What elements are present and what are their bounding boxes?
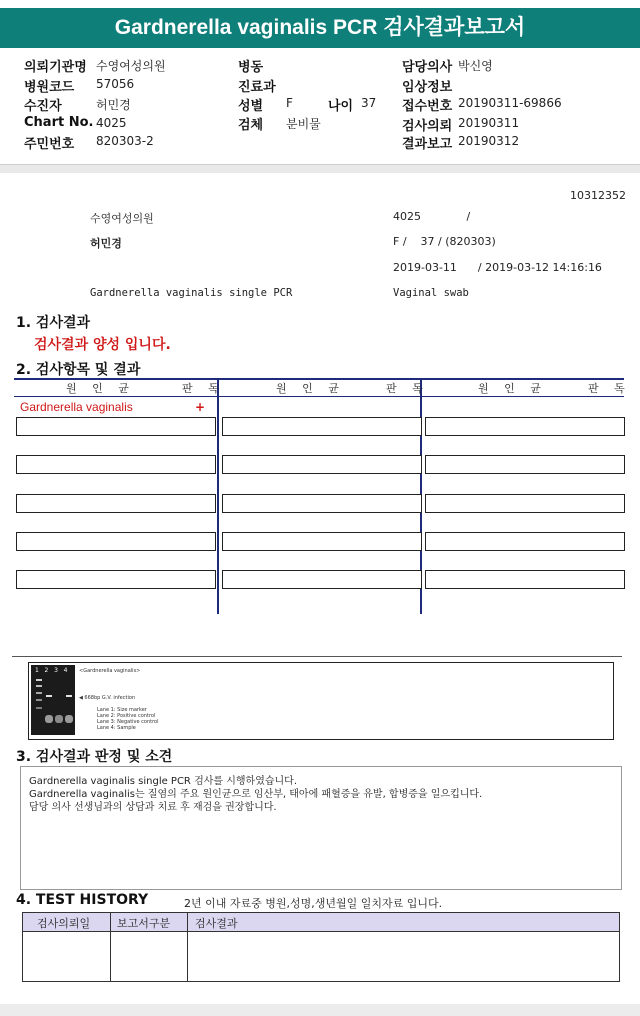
- section1-title: 1. 검사결과: [16, 315, 91, 331]
- result-cell: [425, 417, 625, 436]
- col-pathogen-header: 원 인 균: [66, 382, 135, 395]
- hospital-code-value: 57056: [96, 77, 135, 91]
- gel-caption: <Gardnerella vaginalis>: [79, 668, 141, 674]
- result-cell: [222, 570, 422, 589]
- result-cell: [425, 570, 625, 589]
- grid-divider: [217, 380, 219, 614]
- page-bottom-band: [0, 1004, 640, 1016]
- history-col-divider: [187, 913, 188, 981]
- meta-sample: Vaginal swab: [393, 287, 469, 299]
- hospital-code-label: 병원코드: [24, 80, 75, 95]
- col-judgement-header: 판 독: [386, 382, 429, 395]
- doctor-label: 담당의사: [402, 60, 453, 75]
- history-note: 2년 이내 자료중 병원,성명,생년월일 일치자료 입니다.: [184, 897, 443, 910]
- meta-sex-age: F / 37 / (820303): [393, 235, 496, 248]
- section2-title: 2. 검사항목 및 결과: [16, 362, 141, 378]
- result-cell: [16, 570, 216, 589]
- clinical-info-label: 임상정보: [402, 80, 453, 95]
- gel-image: [31, 665, 75, 735]
- col-judgement-header: 판 독: [182, 382, 225, 395]
- meta-test-name: Gardnerella vaginalis single PCR: [90, 287, 293, 299]
- gel-legend: Lane 3: Negative control: [97, 719, 159, 725]
- gel-legend: Lane 2: Positive control: [97, 713, 156, 719]
- result-cell: [222, 417, 422, 436]
- result-cell: [222, 455, 422, 474]
- result-cell: [425, 532, 625, 551]
- report-id: 10312352: [570, 189, 626, 202]
- col-judgement-header: 판 독: [588, 382, 631, 395]
- meta-chart: 4025 /: [393, 210, 471, 223]
- opinion-line: Gardnerella vaginalis는 질염의 주요 원인균으로 임산부, 태아에 패혈증을 유발, 합병증을 일으킵니다.: [29, 789, 483, 800]
- organism-name: Gardnerella vaginalis: [20, 400, 133, 414]
- result-grid: [14, 378, 631, 616]
- organism-result: +: [195, 400, 206, 414]
- meta-patient: 허민경: [90, 237, 122, 250]
- gel-figure: [28, 662, 614, 740]
- specimen-label: 검체: [238, 118, 264, 133]
- doctor-value: 박신영: [458, 59, 493, 73]
- gel-band-label: ◀ 668bp G.V. infection: [79, 695, 136, 701]
- patient-label: 수진자: [24, 99, 62, 114]
- opinion-line: 담당 의사 선생님과의 상담과 치료 후 재검을 권장합니다.: [29, 802, 277, 813]
- result-cell: [16, 532, 216, 551]
- grid-header-rule: [14, 396, 624, 397]
- report-header: [0, 48, 640, 165]
- report-date-label: 결과보고: [402, 137, 453, 152]
- chart-no-value: 4025: [96, 116, 127, 130]
- opinion-box: [20, 766, 622, 890]
- meta-clinic: 수영여성의원: [90, 212, 154, 225]
- reception-no-value: 20190311-69866: [458, 96, 562, 110]
- result-cell: [425, 455, 625, 474]
- result-cell: [16, 494, 216, 513]
- patient-value: 허민경: [96, 98, 131, 112]
- result-positive-text: 검사결과 양성 입니다.: [34, 337, 171, 353]
- ward-label: 병동: [238, 60, 264, 75]
- institution-label: 의뢰기관명: [24, 60, 87, 75]
- result-cell: [425, 494, 625, 513]
- meta-dates: 2019-03-11 / 2019-03-12 14:16:16: [393, 261, 602, 274]
- ssn-value: 820303-2: [96, 134, 154, 148]
- sex-value: F: [286, 96, 293, 110]
- history-table: [22, 912, 620, 982]
- result-cell: [222, 532, 422, 551]
- col-pathogen-header: 원 인 균: [478, 382, 547, 395]
- sex-label: 성별: [238, 99, 264, 114]
- result-cell: [222, 494, 422, 513]
- section-gap: [0, 165, 640, 173]
- section3-title: 3. 검사결과 판정 및 소견: [16, 749, 173, 765]
- request-date-value: 20190311: [458, 116, 520, 130]
- age-label: 나이: [328, 99, 354, 114]
- result-cell: [16, 455, 216, 474]
- institution-value: 수영여성의원: [96, 59, 166, 73]
- history-col-report-type: 보고서구분: [117, 917, 171, 930]
- history-col-request-date: 검사의뢰일: [37, 917, 91, 930]
- chart-no-label: Chart No.: [24, 115, 94, 130]
- specimen-value: 분비물: [286, 117, 321, 131]
- history-col-result: 검사결과: [195, 917, 238, 930]
- dept-label: 진료과: [238, 80, 276, 95]
- section-divider: [12, 656, 622, 657]
- result-cell: [16, 417, 216, 436]
- report-date-value: 20190312: [458, 134, 520, 148]
- section4-title: 4. TEST HISTORY: [16, 892, 149, 908]
- gel-legend: Lane 1: Size marker: [97, 707, 147, 713]
- history-header: [23, 913, 619, 932]
- gel-legend: Lane 4: Sample: [97, 725, 136, 731]
- age-value: 37: [361, 96, 377, 110]
- request-date-label: 검사의뢰: [402, 119, 453, 134]
- reception-no-label: 접수번호: [402, 99, 453, 114]
- ssn-label: 주민번호: [24, 137, 75, 152]
- gel-lane-numbers: 1 2 3 4: [35, 667, 68, 674]
- gel-electrophoresis-image: [31, 665, 75, 735]
- opinion-line: Gardnerella vaginalis single PCR 검사를 시행하였습니다.: [29, 776, 298, 787]
- history-col-divider: [110, 913, 111, 981]
- report-title: Gardnerella vaginalis PCR 검사결과보고서: [0, 8, 640, 48]
- col-pathogen-header: 원 인 균: [276, 382, 345, 395]
